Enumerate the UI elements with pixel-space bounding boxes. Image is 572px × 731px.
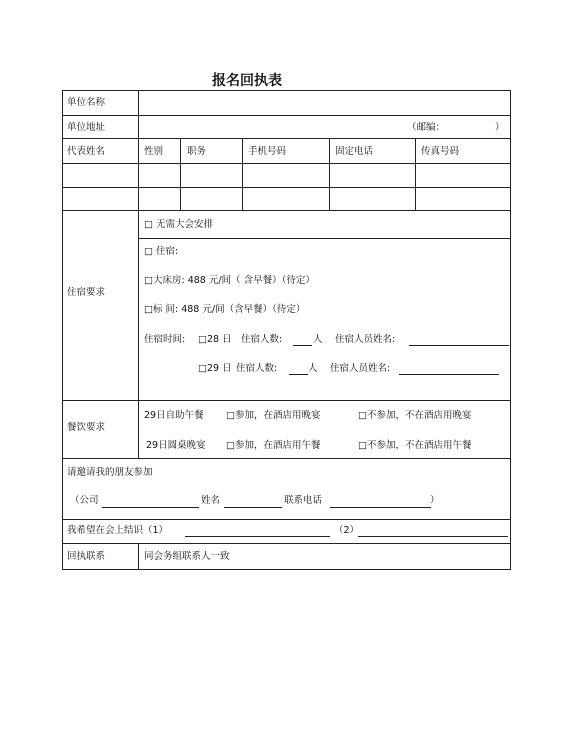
invite-company-field[interactable] — [102, 507, 199, 508]
meet-field-1[interactable] — [185, 536, 330, 537]
stay-count-label: 住宿人数: — [236, 363, 278, 374]
unit-address-field[interactable] — [140, 117, 400, 137]
checkbox-lodging[interactable]: □ 住宿: — [144, 246, 179, 257]
stay-time-label: 住宿时间: — [144, 334, 186, 345]
postcode-close: ） — [495, 122, 505, 133]
invite-name-field[interactable] — [224, 507, 282, 508]
dining-label: 餐饮要求 — [67, 422, 106, 433]
unit-name-field[interactable] — [140, 92, 508, 114]
checkbox-big-bed[interactable]: □大床房: 488 元/间（ 含早餐）（待定） — [144, 275, 315, 286]
invite-name-label: 姓名 — [201, 495, 221, 506]
invite-company-label: （公司 — [70, 495, 99, 506]
header-fax: 传真号码 — [421, 146, 460, 157]
invite-close: ） — [430, 495, 440, 506]
table-row[interactable] — [63, 188, 510, 209]
table-row[interactable] — [63, 164, 510, 186]
invite-label: 请邀请我的朋友参加 — [67, 467, 153, 478]
dinner29-label: 29日圆桌晚宴 — [146, 440, 206, 451]
checkbox-not-attend-lunch[interactable]: □不参加，不在酒店用午餐 — [358, 440, 472, 451]
meet-field-2[interactable] — [358, 536, 508, 537]
checkbox-day29[interactable]: □29 日 — [198, 363, 232, 374]
header-position: 职务 — [187, 146, 207, 157]
invite-phone-field[interactable] — [330, 507, 431, 508]
checkbox-no-arrangement[interactable]: □ 无需大会安排 — [144, 219, 213, 230]
checkbox-attend-lunch[interactable]: □参加，在酒店用午餐 — [226, 440, 321, 451]
header-gender: 性别 — [144, 146, 164, 157]
stay-names-field-29[interactable] — [399, 374, 499, 375]
checkbox-attend-dinner[interactable]: □参加，在酒店用晚宴 — [226, 410, 321, 421]
person-unit: 人 — [308, 363, 318, 374]
unit-name-label: 单位名称 — [67, 97, 106, 108]
stay-count-field-28[interactable] — [293, 345, 312, 346]
stay-names-field-28[interactable] — [409, 345, 509, 346]
lunch29-label: 29日自助午餐 — [144, 410, 204, 421]
header-rep-name: 代表姓名 — [67, 146, 106, 157]
postcode-field[interactable] — [448, 117, 493, 137]
stay-count-label: 住宿人数: — [241, 334, 283, 345]
stay-names-label: 住宿人员姓名: — [335, 334, 396, 345]
meet-second-label: （2） — [334, 525, 360, 536]
lodging-label: 住宿要求 — [67, 287, 106, 298]
invite-phone-label: 联系电话 — [284, 495, 323, 506]
page-title: 报名回执表 — [212, 73, 282, 89]
meet-label: 我希望在会上结识（1） — [67, 525, 169, 536]
checkbox-not-attend-dinner[interactable]: □不参加，不在酒店用晚宴 — [358, 410, 472, 421]
contact-value: 同会务组联系人一致 — [144, 551, 230, 562]
postcode-label: （邮编： — [407, 122, 446, 133]
unit-address-label: 单位地址 — [67, 122, 106, 133]
header-mobile: 手机号码 — [248, 146, 287, 157]
header-landline: 固定电话 — [335, 146, 374, 157]
stay-count-field-29[interactable] — [289, 374, 308, 375]
checkbox-day28[interactable]: □28 日 — [198, 334, 232, 345]
stay-names-label: 住宿人员姓名: — [330, 363, 391, 374]
contact-label: 回执联系 — [67, 551, 106, 562]
person-unit: 人 — [313, 334, 323, 345]
checkbox-standard-room[interactable]: □标 间: 488 元/间（含早餐）（待定） — [144, 304, 306, 315]
